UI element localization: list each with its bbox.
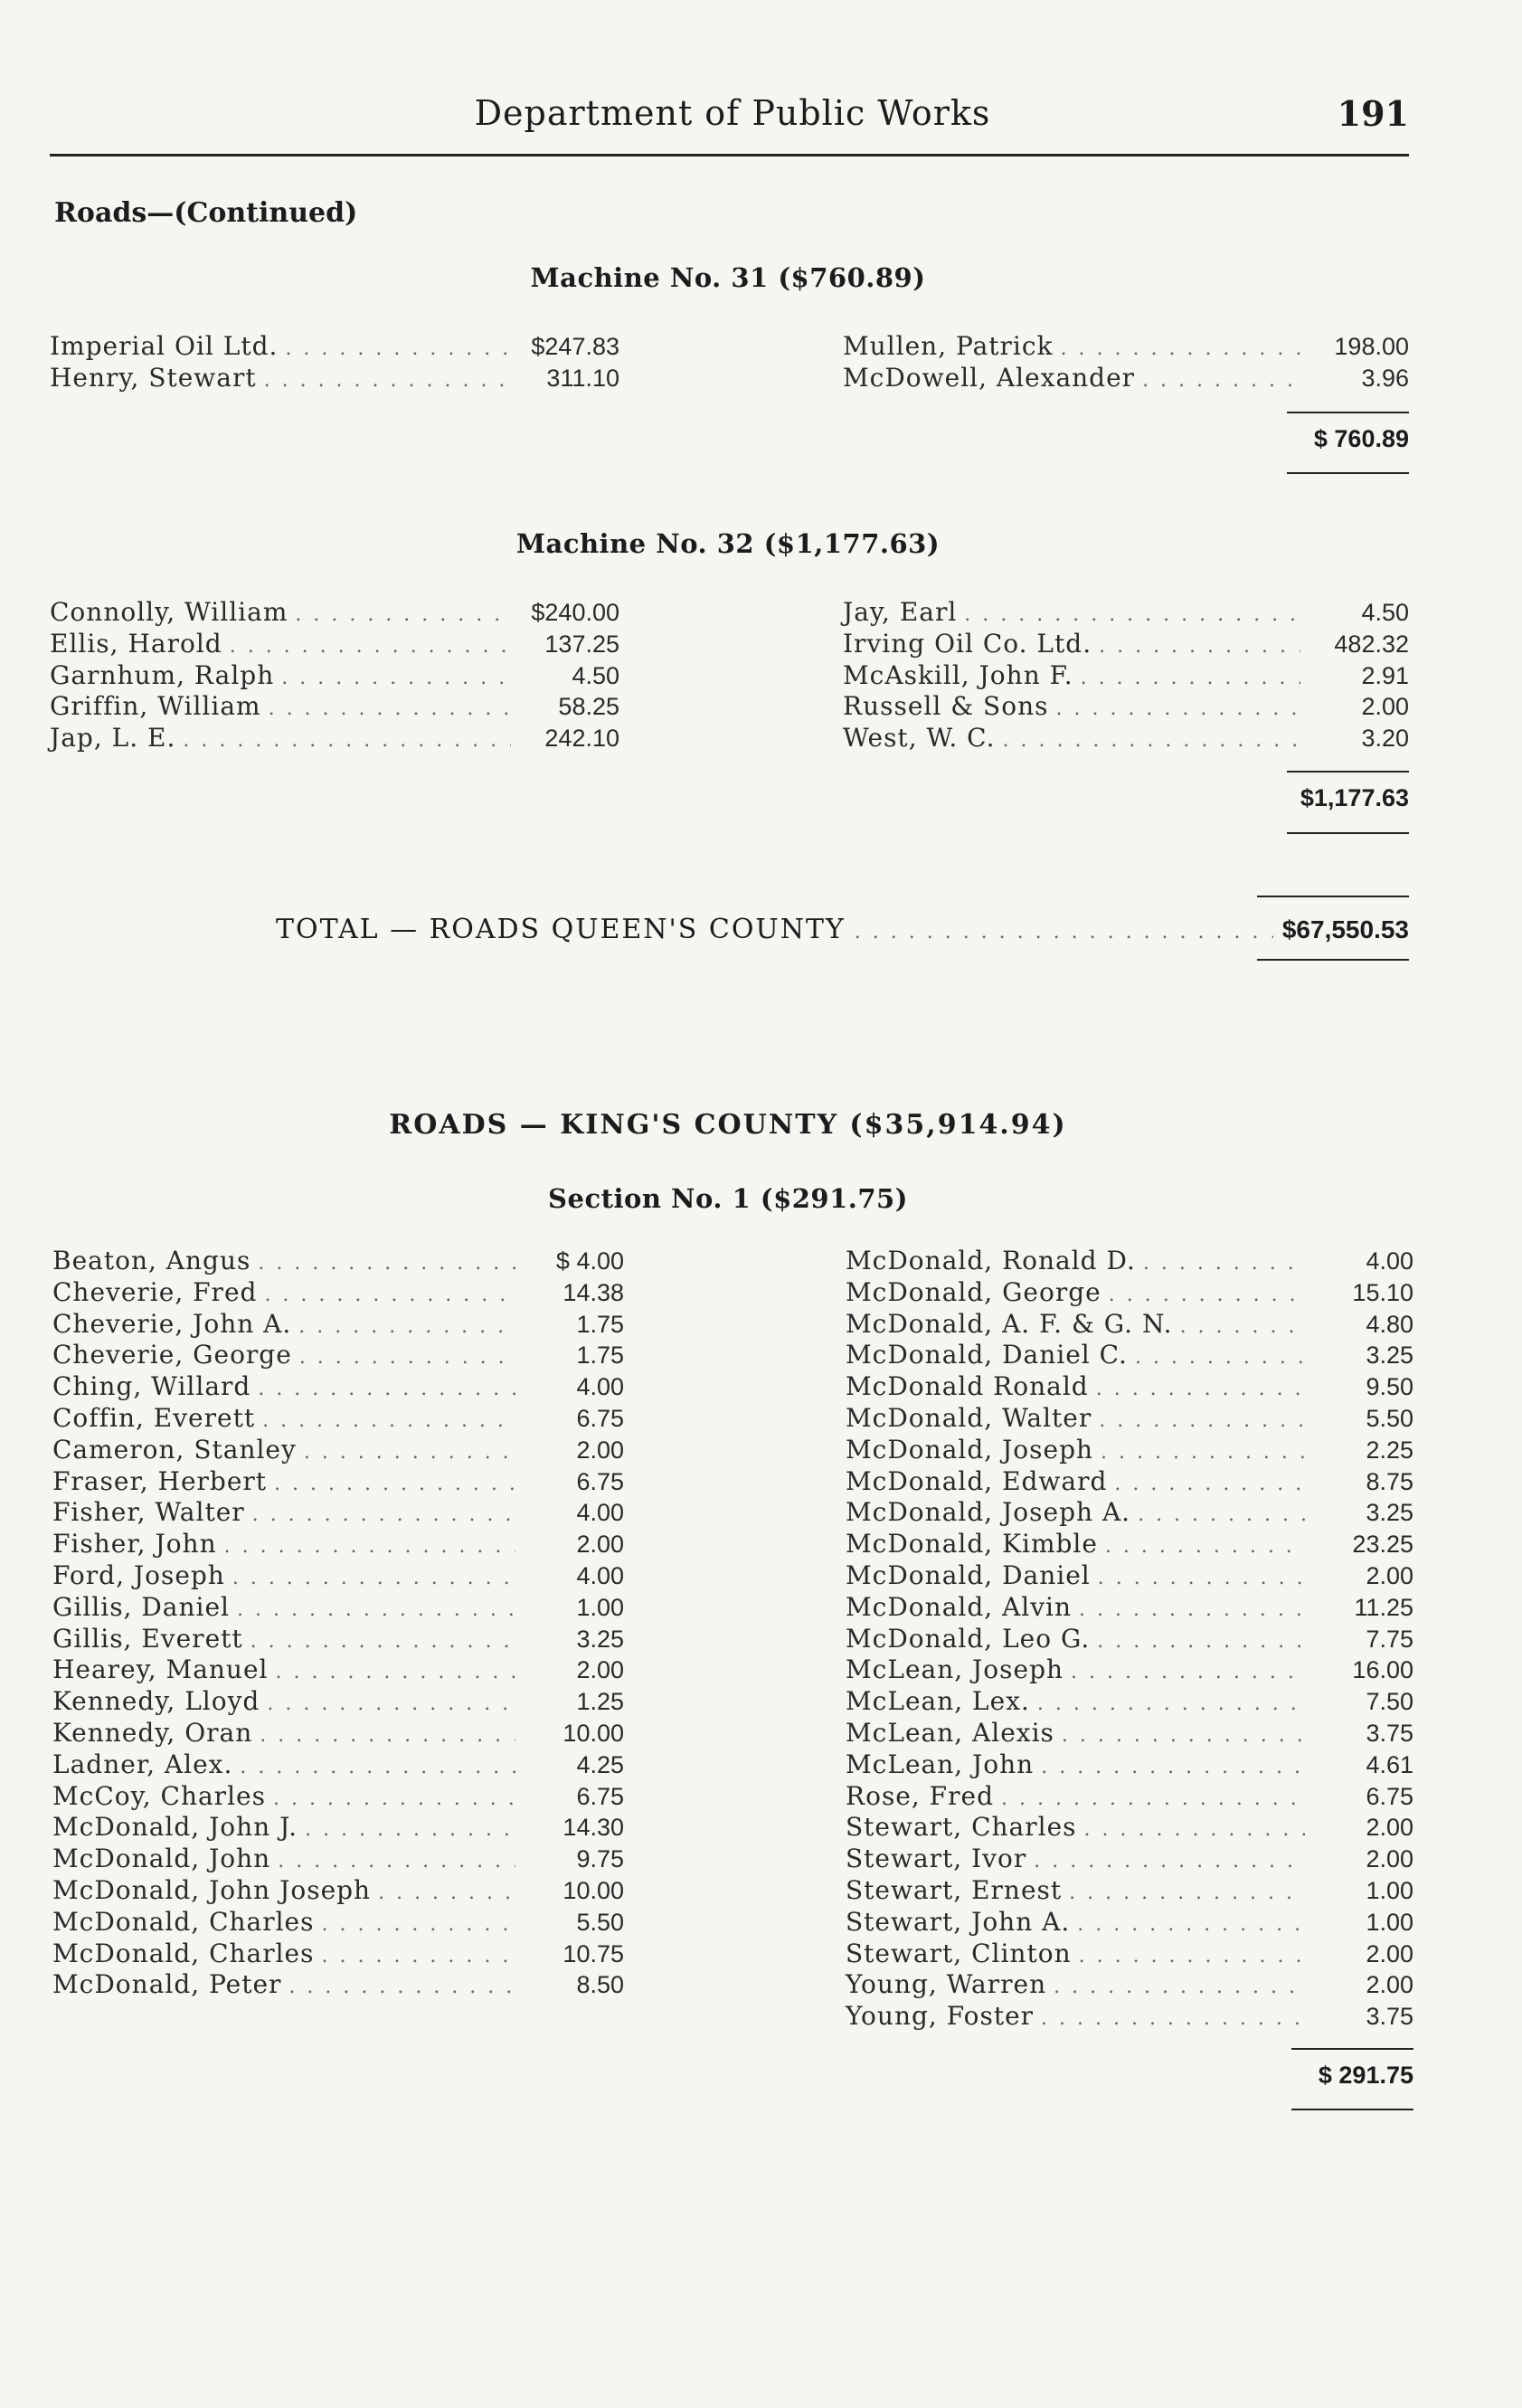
section-1-right-list bbox=[846, 1246, 1413, 2033]
leader-dots bbox=[1180, 1312, 1305, 1343]
payment-amount: 10.00 bbox=[562, 1876, 624, 1904]
leader-dots bbox=[1054, 1972, 1305, 2004]
ledger-row bbox=[52, 1749, 624, 1781]
payment-amount: 2.25 bbox=[1366, 1436, 1413, 1464]
leader-dots bbox=[1099, 1406, 1305, 1437]
payee-name: Stewart, Ernest bbox=[846, 1874, 1063, 1905]
payment-amount: 6.75 bbox=[576, 1404, 624, 1432]
payment-amount: 3.25 bbox=[576, 1625, 624, 1653]
ledger-row bbox=[846, 1624, 1413, 1655]
leader-dots bbox=[298, 1312, 515, 1343]
leader-dots bbox=[258, 1374, 515, 1406]
ledger-row bbox=[52, 1592, 624, 1624]
ledger-row bbox=[52, 1529, 624, 1560]
grand-total-amount: $67,550.53 bbox=[1281, 915, 1409, 943]
leader-dots bbox=[183, 725, 511, 757]
ledger-row bbox=[52, 1875, 624, 1907]
leader-dots bbox=[288, 1972, 515, 2004]
leader-dots bbox=[1097, 1626, 1305, 1658]
payee-name: McDonald, Leo G. bbox=[846, 1623, 1091, 1654]
payment-amount: 3.96 bbox=[1361, 364, 1409, 392]
payment-amount: $247.83 bbox=[531, 333, 619, 360]
leader-dots bbox=[1077, 1910, 1305, 1941]
payment-amount: 2.00 bbox=[1361, 693, 1409, 721]
leader-dots bbox=[855, 921, 1273, 943]
leader-dots bbox=[1081, 663, 1300, 695]
payment-amount: 137.25 bbox=[544, 630, 619, 658]
payee-name: Young, Foster bbox=[846, 2001, 1035, 2032]
payment-amount: 11.25 bbox=[1354, 1593, 1413, 1621]
payment-amount: 3.75 bbox=[1366, 2003, 1413, 2031]
payee-name: Stewart, Clinton bbox=[846, 1938, 1072, 1968]
payment-amount: 2.91 bbox=[1361, 661, 1409, 689]
leader-dots bbox=[299, 1342, 515, 1374]
leader-dots bbox=[1056, 694, 1301, 725]
ledger-row bbox=[52, 1654, 624, 1686]
section-1-title: Section No. 1 ($291.75) bbox=[548, 1183, 908, 1214]
leader-dots bbox=[232, 1563, 515, 1595]
ledger-row bbox=[846, 1529, 1413, 1560]
continued-heading: Roads—(Continued) bbox=[54, 197, 358, 229]
leader-dots bbox=[252, 1500, 515, 1531]
ledger-row bbox=[846, 1812, 1413, 1844]
header-rule bbox=[50, 154, 1409, 156]
payee-name: Gillis, Daniel bbox=[52, 1591, 231, 1622]
leader-dots bbox=[1079, 1595, 1305, 1626]
payment-amount: $ 4.00 bbox=[555, 1247, 624, 1275]
ledger-row bbox=[52, 1309, 624, 1341]
payee-name: Stewart, Ivor bbox=[846, 1844, 1027, 1874]
ledger-row bbox=[846, 1497, 1413, 1529]
ledger-row bbox=[846, 1592, 1413, 1624]
payee-name: Russell & Sons bbox=[843, 691, 1049, 722]
leader-dots bbox=[285, 334, 511, 365]
section-1-total-rule-top bbox=[1291, 2048, 1413, 2050]
payee-name: Fraser, Herbert bbox=[52, 1465, 268, 1496]
leader-dots bbox=[260, 1721, 515, 1752]
leader-dots bbox=[322, 1941, 516, 1973]
ledger-row bbox=[52, 1340, 624, 1371]
payee-name: Cheverie, George bbox=[52, 1340, 292, 1370]
ledger-row bbox=[846, 1435, 1413, 1466]
leader-dots bbox=[281, 663, 511, 695]
payment-amount: 4.80 bbox=[1366, 1310, 1413, 1338]
ledger-row bbox=[843, 723, 1409, 754]
ledger-row bbox=[843, 597, 1409, 629]
payee-name: Imperial Oil Ltd. bbox=[50, 331, 279, 361]
leader-dots bbox=[1001, 1784, 1305, 1815]
ledger-row bbox=[843, 660, 1409, 692]
ledger-row bbox=[846, 1939, 1413, 1970]
ledger-row bbox=[52, 1686, 624, 1718]
payment-amount: 4.25 bbox=[576, 1750, 624, 1778]
payment-amount: 23.25 bbox=[1352, 1531, 1413, 1559]
leader-dots bbox=[1062, 1721, 1305, 1752]
payment-amount: 10.00 bbox=[562, 1719, 624, 1747]
payment-amount: 198.00 bbox=[1334, 333, 1409, 360]
payee-name: Jay, Earl bbox=[843, 597, 958, 627]
leader-dots bbox=[1101, 1437, 1305, 1469]
payment-amount: 2.00 bbox=[1366, 1814, 1413, 1842]
payment-amount: 2.00 bbox=[1366, 1845, 1413, 1873]
leader-dots bbox=[237, 1595, 515, 1626]
grand-total-row bbox=[276, 914, 1409, 945]
payee-name: Cameron, Stanley bbox=[52, 1434, 297, 1465]
payment-amount: 1.75 bbox=[576, 1310, 624, 1338]
payment-amount: 311.10 bbox=[546, 364, 619, 392]
ledger-row bbox=[52, 1907, 624, 1939]
payee-name: McLean, Lex. bbox=[846, 1686, 1030, 1717]
leader-dots bbox=[1138, 1500, 1305, 1531]
payment-amount: 3.25 bbox=[1366, 1341, 1413, 1370]
leader-dots bbox=[1109, 1280, 1305, 1312]
payee-name: Cheverie, Fred bbox=[52, 1276, 258, 1307]
payee-name: McDonald, John J. bbox=[52, 1812, 298, 1843]
payment-amount: 10.75 bbox=[562, 1939, 624, 1967]
payment-amount: 1.00 bbox=[576, 1593, 624, 1621]
ledger-row bbox=[846, 2001, 1413, 2033]
ledger-row bbox=[50, 331, 619, 363]
payee-name: Griffin, William bbox=[50, 691, 261, 722]
machine-31-total-rule-top bbox=[1287, 412, 1409, 413]
ledger-row bbox=[52, 1939, 624, 1970]
leader-dots bbox=[1114, 1469, 1305, 1501]
leader-dots bbox=[230, 631, 511, 663]
leader-dots bbox=[276, 1657, 516, 1689]
leader-dots bbox=[1061, 334, 1300, 365]
leader-dots bbox=[1041, 1752, 1305, 1784]
payment-amount: 4.61 bbox=[1366, 1750, 1413, 1778]
payee-name: McLean, Joseph bbox=[846, 1654, 1064, 1685]
ledger-row bbox=[846, 1246, 1413, 1277]
section-1-total-rule-bottom bbox=[1291, 2109, 1413, 2110]
payment-amount: 2.00 bbox=[1366, 1971, 1413, 1999]
payee-name: Ellis, Harold bbox=[50, 628, 222, 659]
machine-32-right-list bbox=[843, 597, 1409, 754]
payment-amount: 1.75 bbox=[576, 1341, 624, 1370]
leader-dots bbox=[378, 1878, 515, 1910]
payment-amount: 5.50 bbox=[1366, 1404, 1413, 1432]
payee-name: West, W. C. bbox=[843, 723, 996, 754]
payee-name: Irving Oil Co. Ltd. bbox=[843, 628, 1092, 659]
leader-dots bbox=[273, 1784, 515, 1815]
payee-name: McDonald, Joseph bbox=[846, 1434, 1094, 1465]
ledger-row bbox=[50, 629, 619, 660]
leader-dots bbox=[1071, 1657, 1305, 1689]
leader-dots bbox=[264, 1280, 515, 1312]
payee-name: Ford, Joseph bbox=[52, 1560, 225, 1590]
leader-dots bbox=[1098, 1563, 1305, 1595]
payment-amount: 14.30 bbox=[562, 1814, 624, 1842]
leader-dots bbox=[1041, 2004, 1305, 2035]
payee-name: Kennedy, Lloyd bbox=[52, 1686, 260, 1717]
payment-amount: 4.00 bbox=[576, 1499, 624, 1527]
payee-name: Mullen, Patrick bbox=[843, 331, 1054, 361]
payment-amount: 15.10 bbox=[1352, 1278, 1413, 1306]
payee-name: McDonald, Kimble bbox=[846, 1529, 1098, 1560]
ledger-row bbox=[52, 1718, 624, 1749]
payee-name: Coffin, Everett bbox=[52, 1402, 256, 1433]
ledger-row bbox=[52, 1812, 624, 1844]
payee-name: McDonald, Ronald D. bbox=[846, 1246, 1136, 1275]
payment-amount: 2.00 bbox=[1366, 1561, 1413, 1589]
payment-amount: 9.75 bbox=[576, 1845, 624, 1873]
ledger-row bbox=[50, 363, 619, 394]
leader-dots bbox=[1135, 1342, 1305, 1374]
payee-name: McDonald, John bbox=[52, 1844, 271, 1874]
payment-amount: 6.75 bbox=[576, 1467, 624, 1495]
payee-name: McDowell, Alexander bbox=[843, 362, 1136, 393]
payee-name: McDonald, Edward bbox=[846, 1465, 1108, 1496]
ledger-row bbox=[50, 660, 619, 692]
payment-amount: 3.75 bbox=[1366, 1719, 1413, 1747]
payment-amount: 242.10 bbox=[544, 725, 619, 753]
ledger-row bbox=[846, 1844, 1413, 1875]
payment-amount: 4.50 bbox=[1361, 599, 1409, 626]
ledger-row bbox=[846, 1466, 1413, 1498]
leader-dots bbox=[278, 1846, 515, 1878]
payment-amount: 6.75 bbox=[576, 1782, 624, 1810]
leader-dots bbox=[322, 1910, 516, 1941]
payee-name: McDonald, Charles bbox=[52, 1938, 315, 1968]
payment-amount: 8.50 bbox=[576, 1971, 624, 1999]
payment-amount: 58.25 bbox=[558, 693, 619, 721]
grand-total-rule-bottom bbox=[1257, 959, 1409, 961]
leader-dots bbox=[262, 1406, 515, 1437]
ledger-row bbox=[52, 1560, 624, 1592]
ledger-row bbox=[52, 1277, 624, 1309]
payee-name: Ching, Willard bbox=[52, 1371, 251, 1402]
payee-name: McDonald, John Joseph bbox=[52, 1874, 372, 1905]
leader-dots bbox=[251, 1626, 515, 1658]
payee-name: Young, Warren bbox=[846, 1969, 1047, 2000]
leader-dots bbox=[267, 1689, 515, 1721]
machine-32-total: $1,177.63 bbox=[1300, 784, 1409, 811]
payment-amount: 3.25 bbox=[1366, 1499, 1413, 1527]
payee-name: McLean, Alexis bbox=[846, 1717, 1054, 1748]
leader-dots bbox=[1084, 1815, 1305, 1846]
payee-name: McDonald, Walter bbox=[846, 1402, 1092, 1433]
ledger-row bbox=[846, 1403, 1413, 1435]
payment-amount: 4.00 bbox=[576, 1373, 624, 1401]
payee-name: Connolly, William bbox=[50, 597, 288, 627]
leader-dots bbox=[224, 1531, 515, 1563]
ledger-row bbox=[846, 1309, 1413, 1341]
payee-name: McDonald Ronald bbox=[846, 1371, 1089, 1402]
payment-amount: 1.00 bbox=[1366, 1876, 1413, 1904]
payment-amount: 6.75 bbox=[1366, 1782, 1413, 1810]
payment-amount: 2.00 bbox=[1366, 1939, 1413, 1967]
payee-name: McLean, John bbox=[846, 1749, 1035, 1779]
leader-dots bbox=[264, 365, 511, 397]
payment-amount: 14.38 bbox=[562, 1278, 624, 1306]
leader-dots bbox=[305, 1815, 515, 1846]
ledger-row bbox=[52, 1246, 624, 1277]
payment-amount: 7.50 bbox=[1366, 1688, 1413, 1716]
ledger-row bbox=[52, 1497, 624, 1529]
payee-name: Fisher, John bbox=[52, 1529, 217, 1560]
ledger-row bbox=[50, 691, 619, 723]
machine-32-left-list bbox=[50, 597, 619, 754]
payee-name: McDonald, Daniel bbox=[846, 1560, 1091, 1590]
leader-dots bbox=[240, 1752, 515, 1784]
payee-name: Fisher, Walter bbox=[52, 1497, 245, 1528]
ledger-row bbox=[846, 1340, 1413, 1371]
payee-name: Rose, Fred bbox=[846, 1780, 994, 1811]
ledger-row bbox=[846, 1969, 1413, 2001]
payment-amount: 7.75 bbox=[1366, 1625, 1413, 1653]
leader-dots bbox=[1096, 1374, 1305, 1406]
payee-name: Beaton, Angus bbox=[52, 1246, 251, 1275]
payee-name: Henry, Stewart bbox=[50, 362, 257, 393]
payee-name: Ladner, Alex. bbox=[52, 1749, 233, 1779]
payment-amount: 3.20 bbox=[1361, 725, 1409, 753]
leader-dots bbox=[1105, 1531, 1305, 1563]
ledger-row bbox=[52, 1435, 624, 1466]
payee-name: Garnhum, Ralph bbox=[50, 659, 275, 690]
ledger-row bbox=[52, 1781, 624, 1813]
ledger-row bbox=[846, 1718, 1413, 1749]
section-1-total: $ 291.75 bbox=[1318, 2062, 1413, 2089]
payment-amount: 4.50 bbox=[572, 661, 619, 689]
payee-name: Kennedy, Oran bbox=[52, 1717, 253, 1748]
ledger-row bbox=[52, 1403, 624, 1435]
payee-name: Jap, L. E. bbox=[50, 723, 176, 754]
payment-amount: 2.00 bbox=[576, 1531, 624, 1559]
ledger-row bbox=[52, 1371, 624, 1403]
ledger-row bbox=[846, 1560, 1413, 1592]
machine-32-total-rule-bottom bbox=[1287, 832, 1409, 834]
payee-name: Hearey, Manuel bbox=[52, 1654, 269, 1685]
payee-name: Stewart, John A. bbox=[846, 1906, 1071, 1937]
grand-total-label: TOTAL — ROADS QUEEN'S COUNTY bbox=[276, 914, 846, 945]
ledger-row bbox=[843, 629, 1409, 660]
ledger-row bbox=[846, 1654, 1413, 1686]
leader-dots bbox=[1099, 631, 1300, 663]
leader-dots bbox=[1003, 725, 1301, 757]
payee-name: Gillis, Everett bbox=[52, 1623, 243, 1654]
payee-name: Cheverie, John A. bbox=[52, 1308, 292, 1339]
payee-name: McDonald, Daniel C. bbox=[846, 1340, 1128, 1370]
leader-dots bbox=[1034, 1846, 1305, 1878]
page-number: 191 bbox=[1337, 93, 1409, 134]
machine-32-total-rule-top bbox=[1287, 771, 1409, 773]
payee-name: McDonald, Alvin bbox=[846, 1591, 1073, 1622]
ledger-row bbox=[52, 1624, 624, 1655]
payment-amount: 1.00 bbox=[1366, 1908, 1413, 1936]
ledger-row bbox=[50, 597, 619, 629]
grand-total-rule-top bbox=[1257, 896, 1409, 897]
leader-dots bbox=[1142, 365, 1300, 397]
payment-amount: 4.00 bbox=[1366, 1247, 1413, 1275]
page-header-title: Department of Public Works bbox=[474, 93, 991, 133]
ledger-row bbox=[52, 1466, 624, 1498]
payment-amount: 16.00 bbox=[1352, 1656, 1413, 1684]
payee-name: McDonald, Joseph A. bbox=[846, 1497, 1131, 1528]
machine-31-title: Machine No. 31 ($760.89) bbox=[530, 262, 926, 293]
leader-dots bbox=[274, 1469, 515, 1501]
leader-dots bbox=[1079, 1941, 1305, 1973]
ledger-row bbox=[843, 331, 1409, 363]
leader-dots bbox=[1069, 1878, 1305, 1910]
machine-31-total: $ 760.89 bbox=[1313, 425, 1409, 452]
ledger-row bbox=[843, 691, 1409, 723]
payee-name: McDonald, Charles bbox=[52, 1906, 315, 1937]
payee-name: Stewart, Charles bbox=[846, 1812, 1077, 1843]
payment-amount: $240.00 bbox=[531, 599, 619, 626]
payment-amount: 4.00 bbox=[576, 1561, 624, 1589]
section-1-left-list bbox=[52, 1246, 624, 2001]
payee-name: McDonald, Peter bbox=[52, 1969, 282, 2000]
ledger-row bbox=[52, 1844, 624, 1875]
payee-name: McAskill, John F. bbox=[843, 659, 1073, 690]
ledger-row bbox=[846, 1781, 1413, 1813]
payment-amount: 8.75 bbox=[1366, 1467, 1413, 1495]
ledger-row bbox=[50, 723, 619, 754]
leader-dots bbox=[1037, 1689, 1305, 1721]
payee-name: McCoy, Charles bbox=[52, 1780, 266, 1811]
machine-31-right-list bbox=[843, 331, 1409, 394]
machine-31-total-rule-bottom bbox=[1287, 472, 1409, 474]
payment-amount: 1.25 bbox=[576, 1688, 624, 1716]
ledger-row bbox=[846, 1371, 1413, 1403]
payment-amount: 9.50 bbox=[1366, 1373, 1413, 1401]
machine-31-left-list bbox=[50, 331, 619, 394]
payee-name: McDonald, George bbox=[846, 1276, 1101, 1307]
payment-amount: 5.50 bbox=[576, 1908, 624, 1936]
ledger-row bbox=[52, 1969, 624, 2001]
payee-name: McDonald, A. F. & G. N. bbox=[846, 1308, 1173, 1339]
ledger-row bbox=[846, 1277, 1413, 1309]
ledger-row bbox=[846, 1686, 1413, 1718]
ledger-row bbox=[843, 363, 1409, 394]
payment-amount: 2.00 bbox=[576, 1656, 624, 1684]
ledger-row bbox=[846, 1907, 1413, 1939]
ledger-row bbox=[846, 1875, 1413, 1907]
leader-dots bbox=[258, 1248, 515, 1280]
payment-amount: 2.00 bbox=[576, 1436, 624, 1464]
kings-county-title: ROADS — KING'S COUNTY ($35,914.94) bbox=[389, 1109, 1067, 1141]
leader-dots bbox=[964, 600, 1300, 631]
ledger-row bbox=[846, 1749, 1413, 1781]
leader-dots bbox=[295, 600, 511, 631]
leader-dots bbox=[1143, 1248, 1305, 1280]
machine-32-title: Machine No. 32 ($1,177.63) bbox=[515, 528, 941, 559]
payment-amount: 482.32 bbox=[1334, 630, 1409, 658]
leader-dots bbox=[269, 694, 511, 725]
leader-dots bbox=[304, 1437, 515, 1469]
